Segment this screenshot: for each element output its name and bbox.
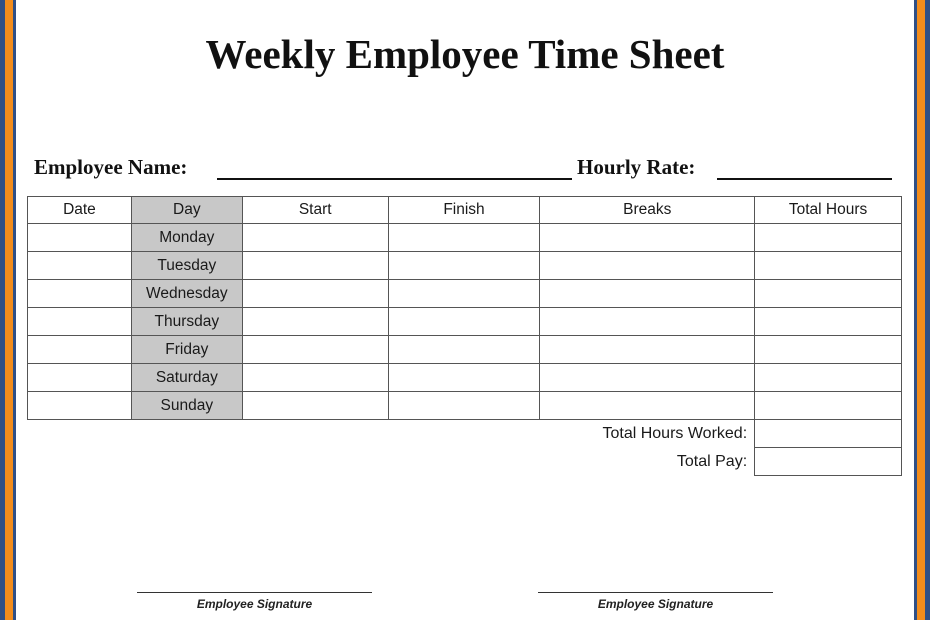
- total-hours-cell[interactable]: [755, 392, 902, 420]
- summary-spacer: [28, 448, 540, 476]
- employee-signature-line-right[interactable]: [538, 592, 773, 593]
- date-cell[interactable]: [28, 364, 132, 392]
- frame-right-inner: [925, 0, 930, 620]
- date-cell[interactable]: [28, 252, 132, 280]
- total-pay-field[interactable]: [755, 448, 902, 476]
- employee-name-label: Employee Name:: [34, 155, 188, 179]
- table-row: [28, 280, 902, 308]
- header-date: Date: [28, 197, 132, 224]
- start-cell[interactable]: [242, 308, 388, 336]
- total-hours-cell[interactable]: [755, 252, 902, 280]
- start-cell[interactable]: [242, 224, 388, 252]
- employee-signature-label-left: Employee Signature: [196, 597, 313, 611]
- hourly-rate-field[interactable]: [717, 178, 892, 180]
- table-header-row: [28, 197, 902, 224]
- finish-cell[interactable]: [388, 364, 540, 392]
- start-cell[interactable]: [242, 280, 388, 308]
- date-cell[interactable]: [28, 392, 132, 420]
- table-row: [28, 336, 902, 364]
- header-breaks: Breaks: [540, 197, 755, 224]
- day-cell: Friday: [131, 336, 242, 364]
- breaks-cell[interactable]: [540, 392, 755, 420]
- start-cell[interactable]: [242, 336, 388, 364]
- table-row: [28, 224, 902, 252]
- total-hours-cell[interactable]: [755, 308, 902, 336]
- day-cell: Thursday: [131, 308, 242, 336]
- breaks-cell[interactable]: [540, 224, 755, 252]
- header-start: Start: [242, 197, 388, 224]
- breaks-cell[interactable]: [540, 308, 755, 336]
- page-title: Weekly Employee Time Sheet: [205, 31, 725, 77]
- frame-left-inner: [0, 0, 5, 620]
- table-row: [28, 308, 902, 336]
- finish-cell[interactable]: [388, 308, 540, 336]
- total-pay-label: Total Pay:: [676, 452, 748, 470]
- summary-spacer: [28, 420, 540, 448]
- hourly-rate-label: Hourly Rate:: [577, 155, 696, 179]
- total-hours-cell[interactable]: [755, 224, 902, 252]
- employee-name-field[interactable]: [217, 178, 572, 180]
- employee-signature-label-right: Employee Signature: [597, 597, 714, 611]
- date-cell[interactable]: [28, 336, 132, 364]
- date-cell[interactable]: [28, 308, 132, 336]
- table-row: [28, 364, 902, 392]
- start-cell[interactable]: [242, 364, 388, 392]
- breaks-cell[interactable]: [540, 364, 755, 392]
- date-cell[interactable]: [28, 280, 132, 308]
- day-cell: Tuesday: [131, 252, 242, 280]
- total-hours-cell[interactable]: [755, 280, 902, 308]
- day-cell: Monday: [131, 224, 242, 252]
- breaks-cell[interactable]: [540, 252, 755, 280]
- finish-cell[interactable]: [388, 252, 540, 280]
- date-cell[interactable]: [28, 224, 132, 252]
- day-cell: Sunday: [131, 392, 242, 420]
- breaks-cell[interactable]: [540, 336, 755, 364]
- total-hours-cell[interactable]: [755, 364, 902, 392]
- start-cell[interactable]: [242, 252, 388, 280]
- header-total-hours: Total Hours: [755, 197, 902, 224]
- total-hours-worked-field[interactable]: [755, 420, 902, 448]
- total-pay-row: [28, 448, 902, 476]
- header-finish: Finish: [388, 197, 540, 224]
- employee-info-row: [34, 153, 894, 183]
- total-hours-worked-row: [28, 420, 902, 448]
- table-row: [28, 252, 902, 280]
- finish-cell[interactable]: [388, 224, 540, 252]
- timesheet-table: [27, 196, 902, 476]
- employee-signature-line-left[interactable]: [137, 592, 372, 593]
- header-day: Day: [131, 197, 242, 224]
- breaks-cell[interactable]: [540, 280, 755, 308]
- table-row: [28, 392, 902, 420]
- day-cell: Wednesday: [131, 280, 242, 308]
- day-cell: Saturday: [131, 364, 242, 392]
- finish-cell[interactable]: [388, 392, 540, 420]
- start-cell[interactable]: [242, 392, 388, 420]
- finish-cell[interactable]: [388, 280, 540, 308]
- finish-cell[interactable]: [388, 336, 540, 364]
- total-hours-worked-label: Total Hours Worked:: [602, 424, 748, 442]
- total-hours-cell[interactable]: [755, 336, 902, 364]
